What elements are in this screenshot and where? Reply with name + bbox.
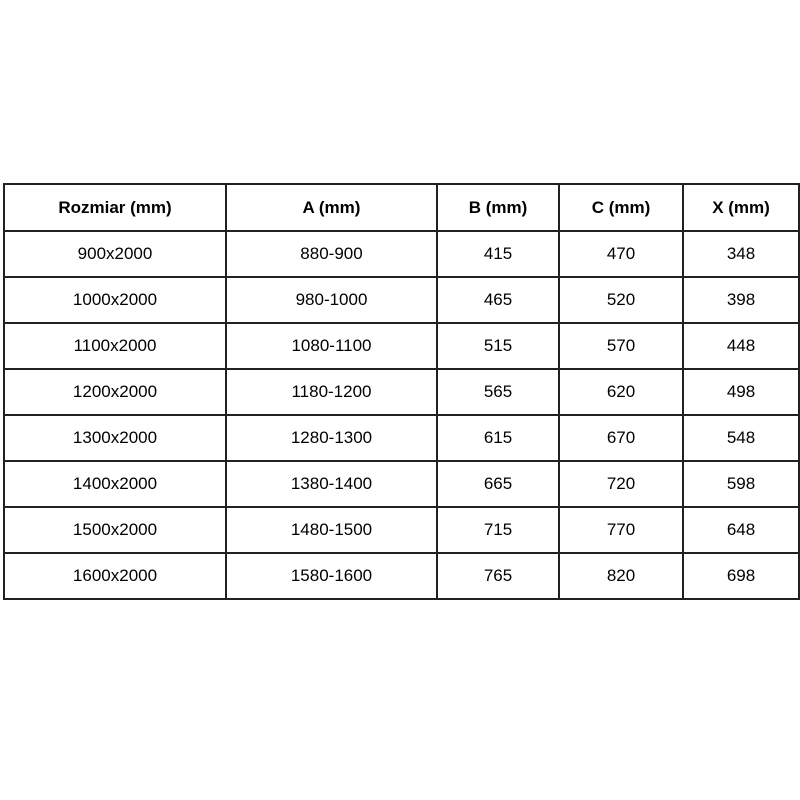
table-cell: 698 xyxy=(683,553,799,599)
table-cell: 398 xyxy=(683,277,799,323)
table-cell: 1600x2000 xyxy=(4,553,226,599)
column-header: B (mm) xyxy=(437,184,559,231)
table-cell: 770 xyxy=(559,507,683,553)
table-cell: 1400x2000 xyxy=(4,461,226,507)
table-cell: 665 xyxy=(437,461,559,507)
table-cell: 620 xyxy=(559,369,683,415)
column-header: C (mm) xyxy=(559,184,683,231)
table-cell: 720 xyxy=(559,461,683,507)
table-cell: 1500x2000 xyxy=(4,507,226,553)
column-header: Rozmiar (mm) xyxy=(4,184,226,231)
table-row xyxy=(4,369,799,415)
table-cell: 415 xyxy=(437,231,559,277)
table-cell: 670 xyxy=(559,415,683,461)
table-row xyxy=(4,461,799,507)
table-cell: 715 xyxy=(437,507,559,553)
table-cell: 1180-1200 xyxy=(226,369,437,415)
table-cell: 615 xyxy=(437,415,559,461)
table-row xyxy=(4,507,799,553)
table-cell: 1080-1100 xyxy=(226,323,437,369)
table-cell: 465 xyxy=(437,277,559,323)
table-body xyxy=(4,231,799,599)
table-cell: 565 xyxy=(437,369,559,415)
table-cell: 598 xyxy=(683,461,799,507)
table-row xyxy=(4,553,799,599)
table-cell: 1200x2000 xyxy=(4,369,226,415)
table-row xyxy=(4,231,799,277)
table-cell: 900x2000 xyxy=(4,231,226,277)
table-cell: 1480-1500 xyxy=(226,507,437,553)
table-cell: 498 xyxy=(683,369,799,415)
dimensions-table xyxy=(3,183,800,600)
table-cell: 1380-1400 xyxy=(226,461,437,507)
table-cell: 1000x2000 xyxy=(4,277,226,323)
table-cell: 980-1000 xyxy=(226,277,437,323)
table-row xyxy=(4,415,799,461)
column-header: A (mm) xyxy=(226,184,437,231)
table-row xyxy=(4,277,799,323)
table-cell: 648 xyxy=(683,507,799,553)
table-cell: 515 xyxy=(437,323,559,369)
table-row xyxy=(4,323,799,369)
table-cell: 348 xyxy=(683,231,799,277)
table-cell: 820 xyxy=(559,553,683,599)
table-cell: 470 xyxy=(559,231,683,277)
table-cell: 448 xyxy=(683,323,799,369)
table-cell: 520 xyxy=(559,277,683,323)
table-cell: 1100x2000 xyxy=(4,323,226,369)
column-header: X (mm) xyxy=(683,184,799,231)
table-cell: 1300x2000 xyxy=(4,415,226,461)
table-cell: 570 xyxy=(559,323,683,369)
table-cell: 548 xyxy=(683,415,799,461)
table-cell: 765 xyxy=(437,553,559,599)
table-cell: 1580-1600 xyxy=(226,553,437,599)
header-row xyxy=(4,184,799,231)
table-cell: 1280-1300 xyxy=(226,415,437,461)
table-cell: 880-900 xyxy=(226,231,437,277)
